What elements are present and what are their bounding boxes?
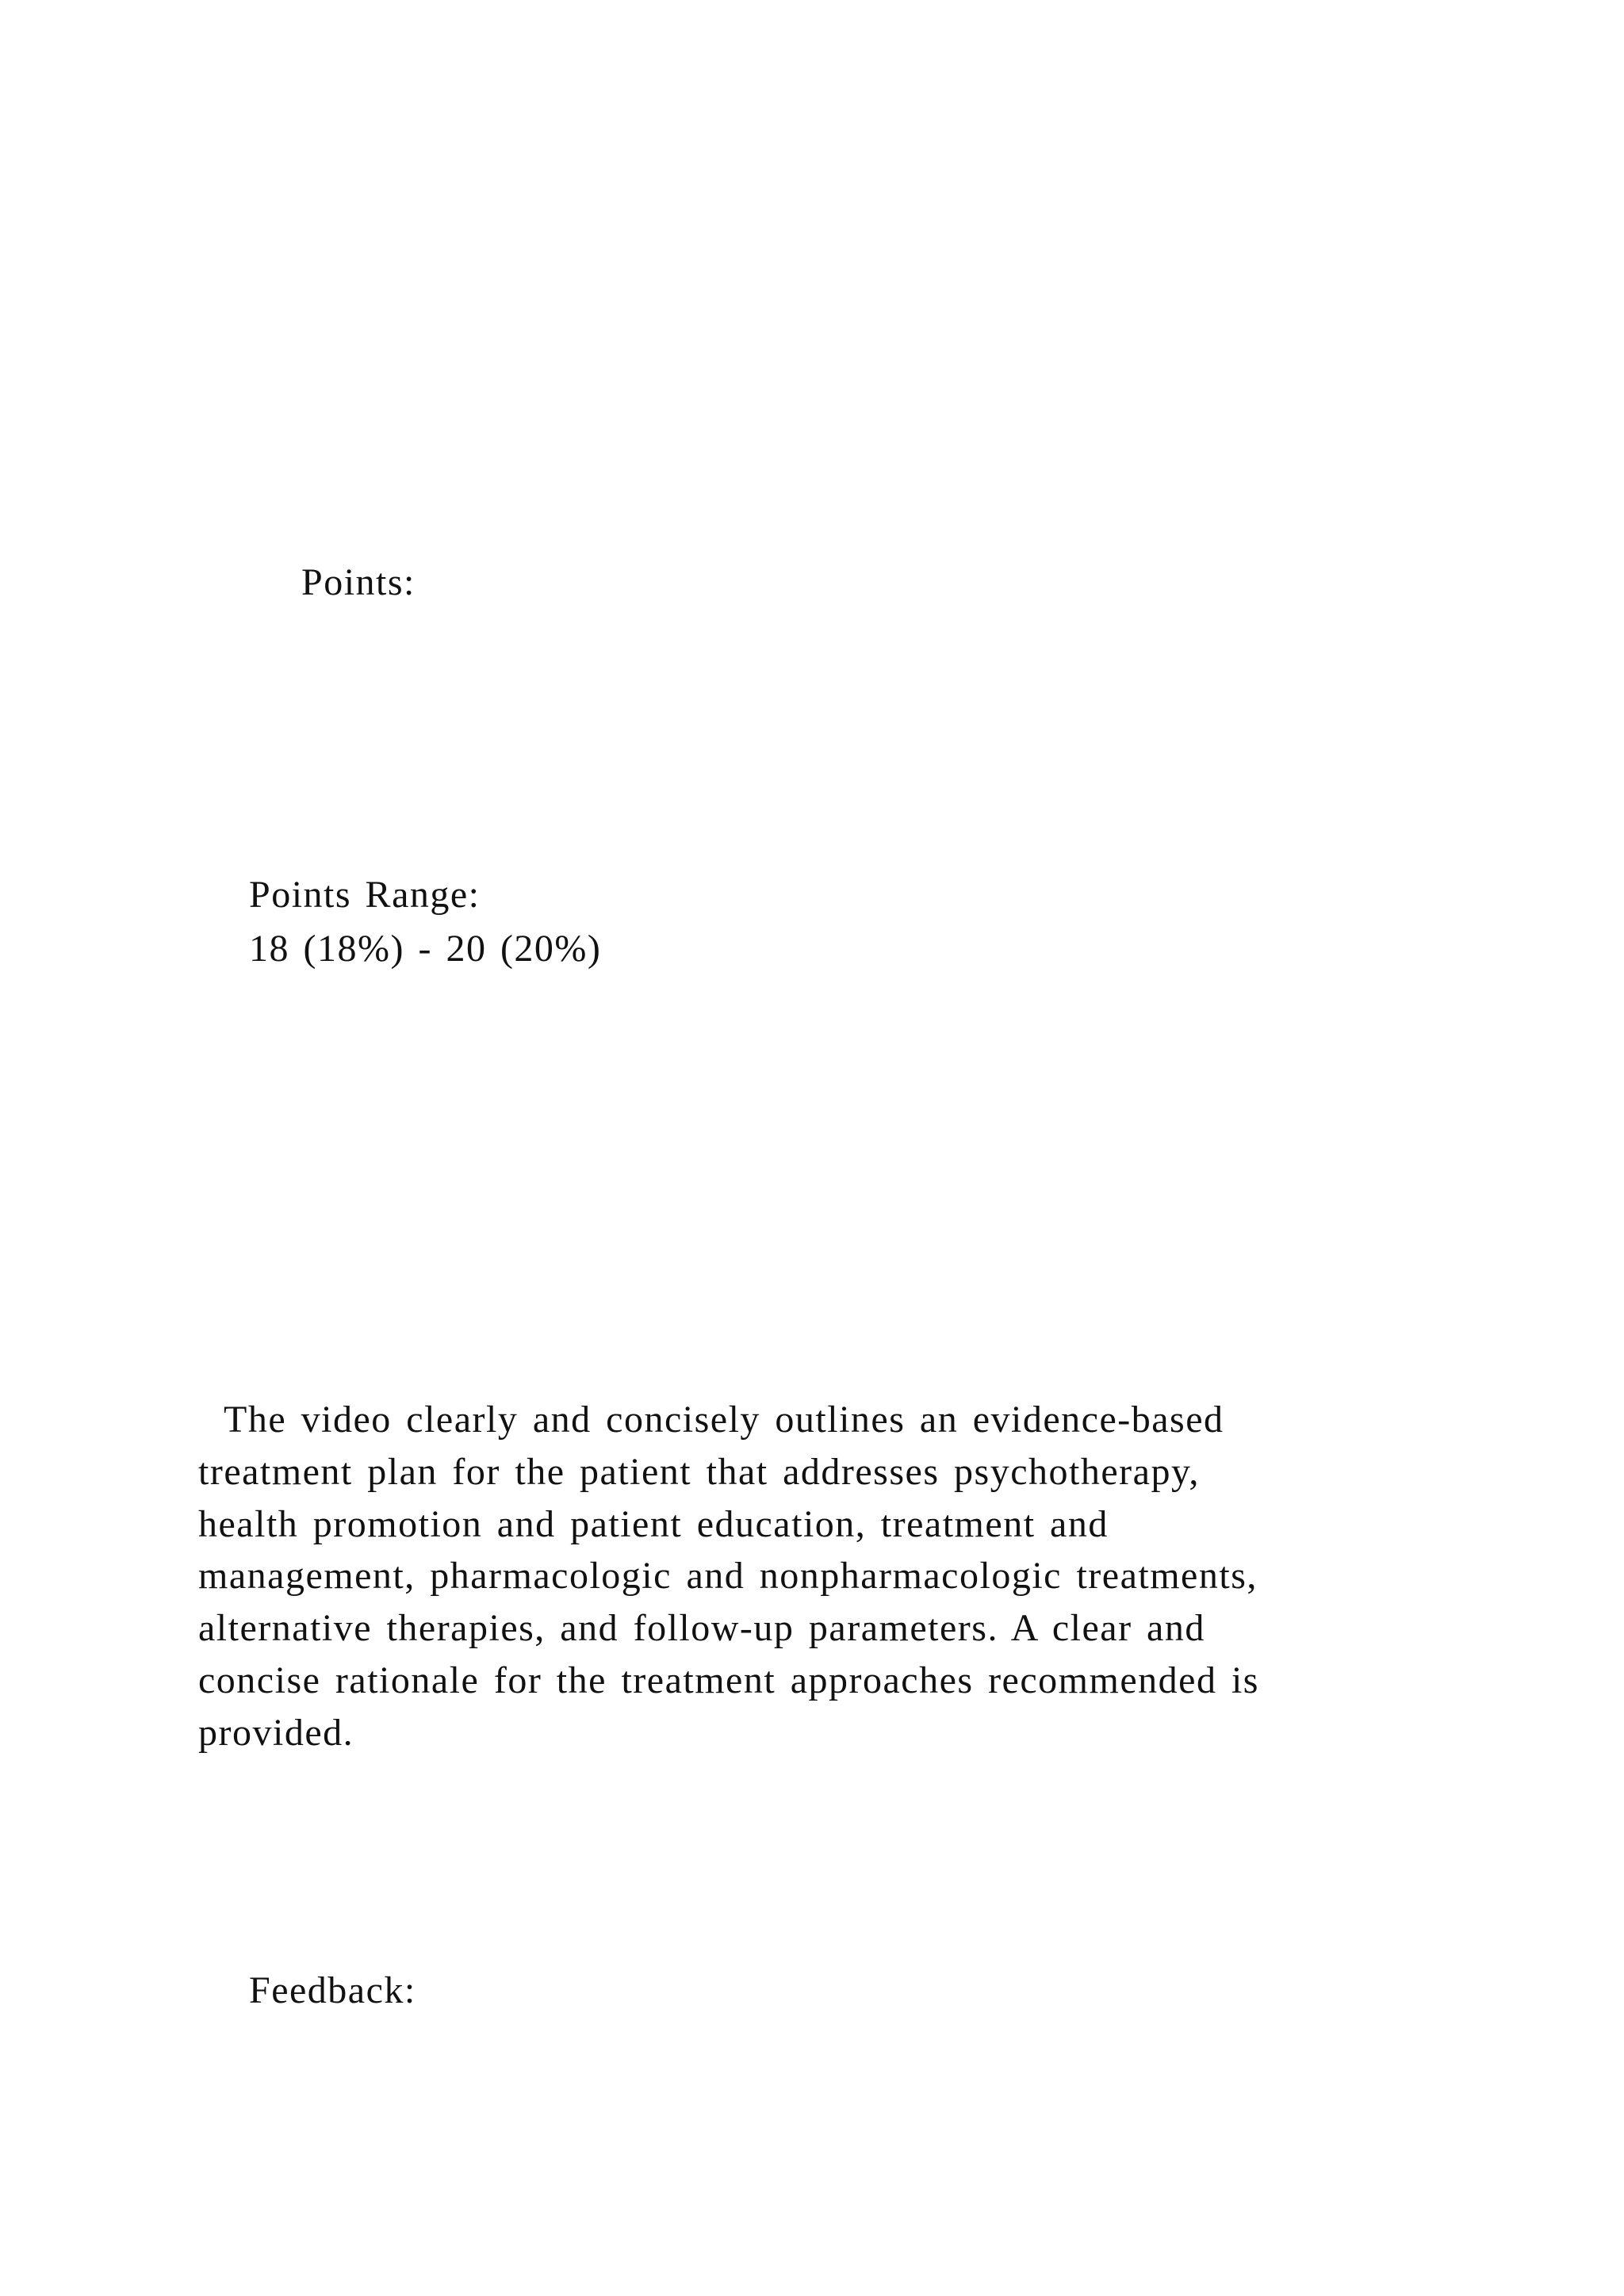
points-range-label: Points Range: bbox=[249, 874, 481, 916]
points-range-value: 18 (18%) - 20 (20%) bbox=[249, 928, 602, 970]
criterion-description bbox=[198, 1394, 1435, 1759]
points-label: Points: bbox=[301, 561, 416, 603]
description-line: concise rationale for the treatment approaches recommended is bbox=[198, 1659, 1259, 1701]
description-line: The video clearly and concisely outlines an evidence-based bbox=[224, 1399, 1224, 1441]
description-line: health promotion and patient education, treatment and bbox=[198, 1502, 1109, 1545]
description-line: management, pharmacologic and nonpharmacologic treatments, bbox=[198, 1555, 1258, 1598]
feedback-label: Feedback: bbox=[249, 1969, 416, 2011]
description-line: provided. bbox=[198, 1711, 354, 1754]
description-line: treatment plan for the patient that addresses psychotherapy, bbox=[198, 1450, 1200, 1493]
description-line: alternative therapies, and follow-up parameters. A clear and bbox=[198, 1607, 1205, 1650]
